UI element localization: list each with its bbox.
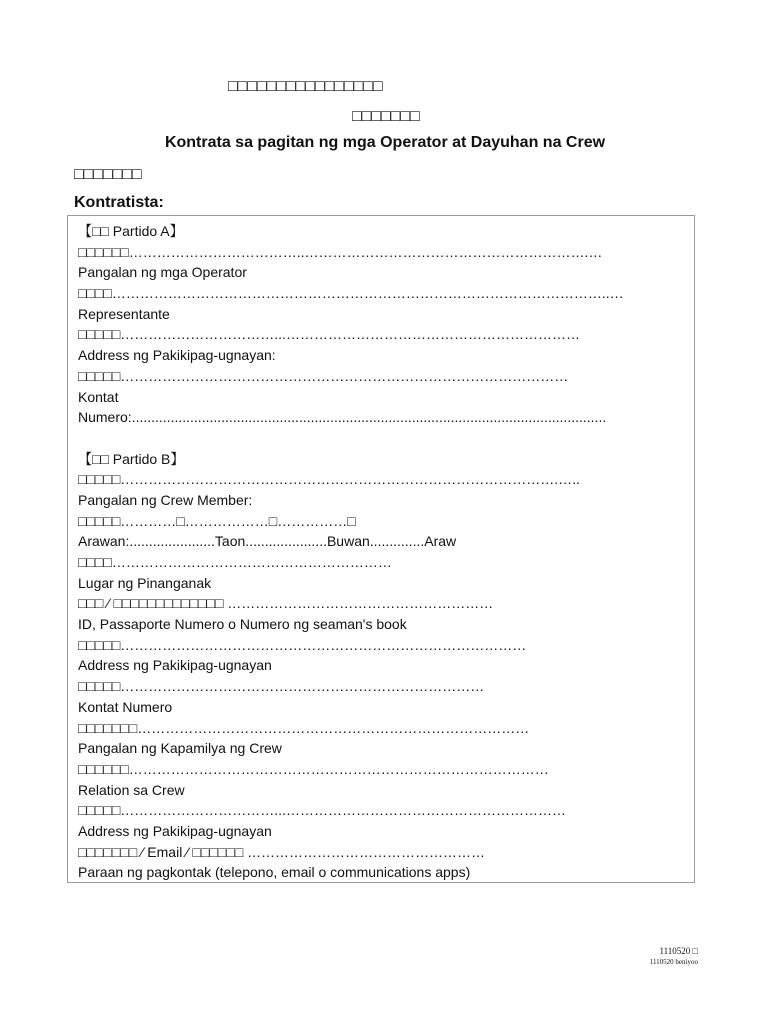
- contract-form-box: [67, 215, 695, 883]
- form-line: □□□□□……………………………………………………………………………………: [78, 367, 569, 384]
- form-line: Paraan ng pagkontak (telepono, email o communications apps): [78, 864, 471, 881]
- form-line: Relation sa Crew: [78, 781, 185, 798]
- form-line: Pangalan ng Crew Member:: [78, 491, 253, 508]
- form-line: Kontat Numero: [78, 698, 173, 715]
- form-line: Numero:..........................................................................................................................: [78, 409, 607, 426]
- form-line: □□□□□□………………………………………………………………………………: [78, 760, 549, 777]
- form-line: □□□□……………………………………………………: [78, 554, 392, 570]
- form-line: Arawan:......................Taon.....................Buwan..............Araw: [78, 533, 457, 550]
- form-line: Address ng Pakikipag-ugnayan:: [78, 347, 276, 364]
- contractor-label: Kontratista:: [74, 194, 164, 211]
- form-line: 【□□ Partido A】: [78, 223, 184, 239]
- form-line: □□□□□□□…………………………………………………………………………: [78, 719, 530, 736]
- cjk-contractor-label: □□□□□□□: [74, 166, 142, 183]
- form-line: ID, Passaporte Numero o Numero ng seaman's book: [78, 616, 407, 633]
- cjk-title-line-2: □□□□□□□: [352, 108, 420, 125]
- form-line: Pangalan ng Kapamilya ng Crew: [78, 740, 282, 757]
- form-line: □□□□□…………□………………□……………□: [78, 512, 356, 529]
- form-line: Address ng Pakikipag-ugnayan: [78, 657, 272, 674]
- form-line: □□□□□□□ ⁄ Email ⁄ □□□□□□ ……………………………………………: [78, 843, 486, 860]
- cjk-title-line-1: □□□□□□□□□□□□□□□□: [228, 78, 383, 95]
- form-line: □□□□□………………………………………………………………………………….…..: [78, 471, 580, 488]
- form-line: □□□□□……………………………………………………………………: [78, 678, 485, 695]
- form-line: Kontat: [78, 388, 119, 405]
- footer-sub: 1110520 beniyoo: [649, 958, 698, 966]
- footer-code: 1110520 □: [659, 946, 698, 956]
- form-line: Pangalan ng mga Operator: [78, 264, 247, 281]
- form-line: 【□□ Partido B】: [78, 450, 185, 467]
- form-line: □□□□□……………………………...……………………………………………………: [78, 802, 566, 819]
- form-line: [78, 428, 694, 449]
- form-line: Lugar ng Pinanganak: [78, 574, 212, 591]
- form-line: Address ng Pakikipag-ugnayan: [78, 822, 272, 839]
- form-line: □□□ ⁄ □□□□□□□□□□□□□ …………………………………………………: [78, 595, 494, 612]
- form-line: □□□□……………………………………………………………………………………………..…: [78, 285, 624, 302]
- form-line: □□□□□……………………………...………………………………………………………: [78, 326, 580, 343]
- form-line: Representante: [78, 305, 170, 322]
- form-line: □□□□□□………………………………..…………………………………………………….…: [78, 243, 603, 260]
- form-line: □□□□□……………………………………………………………………………: [78, 636, 527, 653]
- page-title: Kontrata sa pagitan ng mga Operator at Dayuhan na Crew: [164, 134, 606, 151]
